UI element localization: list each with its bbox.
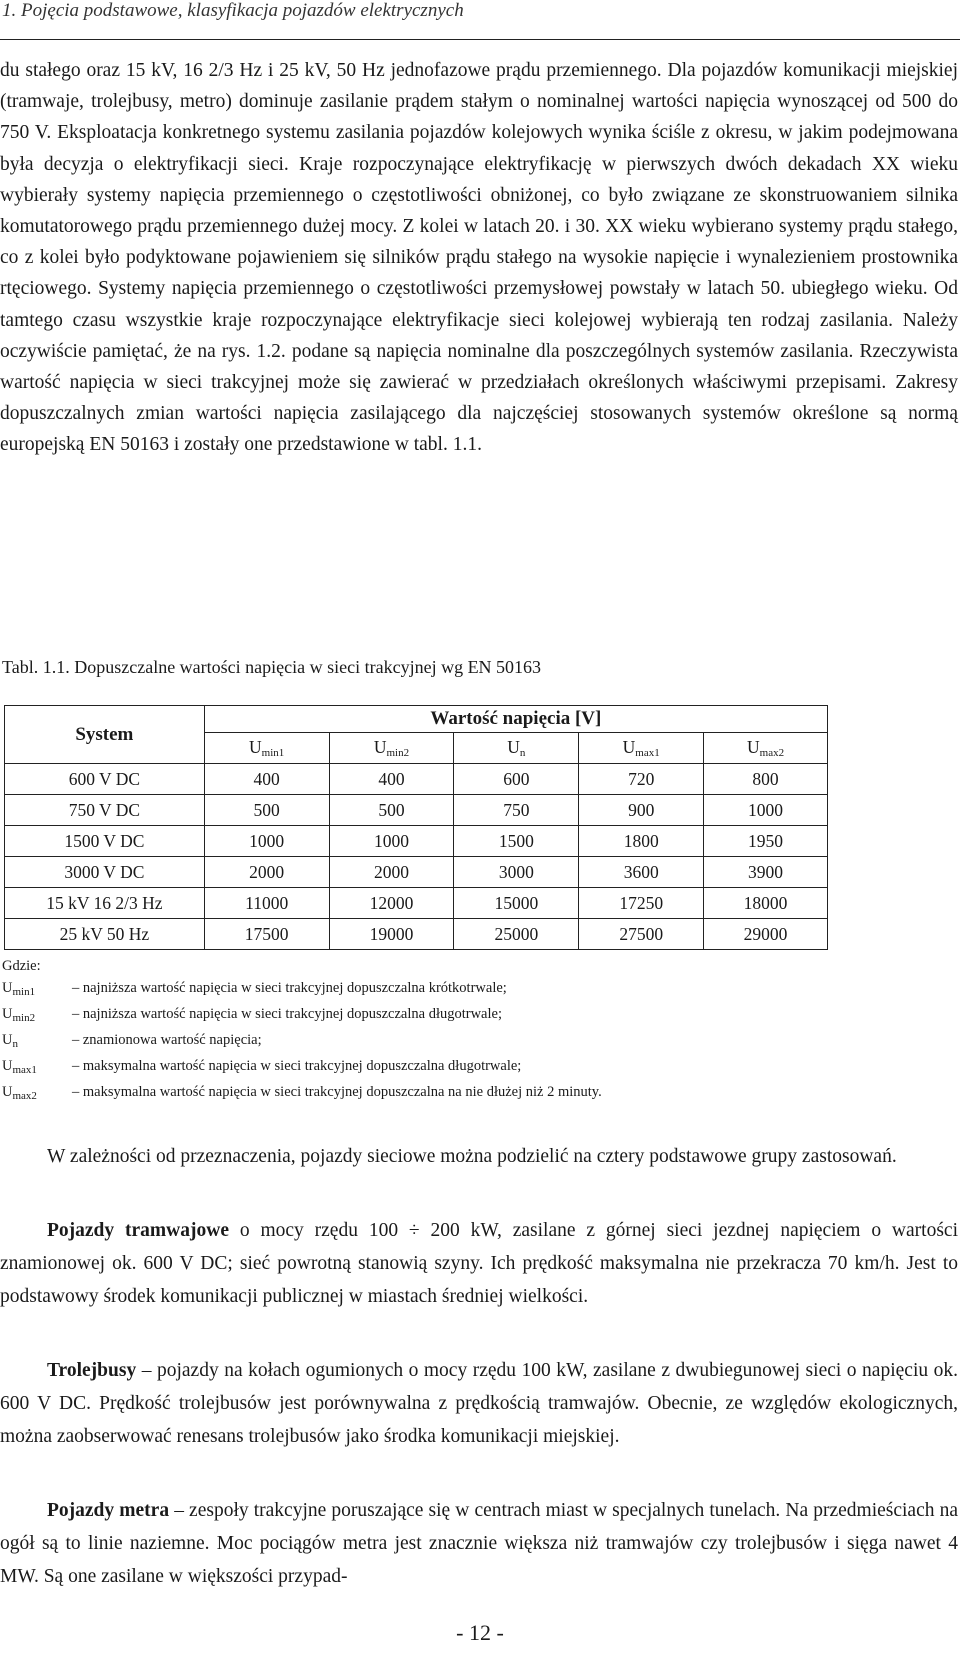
intro-paragraph: du stałego oraz 15 kV, 16 2/3 Hz i 25 kV, 50 Hz jednofazowe prądu przemiennego. Dla pojazdów komunikacji miejskiej (tramwaje, trolejbusy, metro) dominuje zasilanie prądem stałym o nominalnej wartości napięcia wynoszącej od 500 do 750 V. Eksploatacja konkretnego systemu zasilania pojazdów kolejowych wynika ściśle z okresu, w jakim podejmowana była decyzja o elektryfikacji sieci. Kraje rozpoczynające elektryfikację w pierwszych dwóch dekadach XX wieku wybierały systemy napięcia przemiennego o częstotliwości obniżonej, co było związane ze skonstruowaniem silnika komutatorowego prądu przemiennego dużej mocy. Z kolei w latach 20. i 30. XX wieku wybierano systemy prądu stałego, co z kolei było podyktowane pojawieniem się silników prądu stałego na wysokie napięcie i wynalezieniem prostownika rtęciowego. Systemy napięcia przemiennego o częstotliwości przemysłowej powstały w latach 50. ubiegłego wieku. Od tamtego czasu wszystkie kraje rozpoczynające elektryfikacje sieci kolejowej wybierają ten rodzaj zasilania. Należy oczywiście pamiętać, że na rys. 1.2. podane są napięcia nominalne dla poszczególnych systemów zasilania. Rzeczywista wartość napięcia w sieci trakcyjnej może się zawierać w przedziałach określonych właściwymi przepisami. Zakresy dopuszczalnych zmian wartości napięcia zasilającego dla najczęściej stosowanych systemów określone są normą europejską EN 50163 i zostały one przedstawione w tabl. 1.1. (0, 60, 958, 456)
legend-symbol: $U_{max1}$ (2, 1058, 37, 1076)
value-cell: 1800 (579, 826, 704, 857)
value-cell: 900 (579, 795, 704, 826)
legend-item (2, 1003, 602, 1029)
value-cell: 720 (579, 764, 704, 795)
table-caption: Tabl. 1.1. Dopuszczalne wartości napięcia w sieci trakcyjnej wg EN 50163 (2, 657, 542, 677)
value-cell: 400 (329, 764, 454, 795)
paragraph-trolleybuses: Trolejbusy – pojazdy na kołach ogumionych o mocy rzędu 100 kW, zasilane z dwubiegunowej sieci o napięciu ok. 600 V DC. Prędkość trolejbusów jest porównywalna z prędkością tramwajów. Obecnie, ze względów ekologicznych, można zaobserwować renesans trolejbusów jako środka komunikacji miejskiej. (0, 1360, 958, 1447)
legend-item (2, 1055, 602, 1081)
value-cell: 29000 (704, 919, 828, 950)
header-value: Wartość napięcia [V] (204, 706, 827, 733)
value-cell: 600 (454, 764, 579, 795)
table-row (5, 826, 828, 857)
legend-description: – znamionowa wartość napięcia; (72, 1032, 262, 1048)
value-cell: 500 (204, 795, 329, 826)
value-cell: 3000 (454, 857, 579, 888)
term-metro: Pojazdy metra (47, 1500, 170, 1521)
paragraph-metro: Pojazdy metra – zespoły trakcyjne poruszające się w centrach miast w specjalnych tunelach. Na przedmieściach na ogół są to linie naziemne. Moc pociągów metra jest znacznie większa niż tramwajów czy trolejbusów i sięga nawet 4 MW. Są one zasilane w większości przypad- (0, 1500, 959, 1587)
running-header (0, 0, 960, 40)
paragraph-groups: W zależności od przeznaczenia, pojazdy sieciowe można podzielić na cztery podstawowe grupy zastosowań. (47, 1146, 897, 1167)
header-system: System (5, 706, 205, 764)
legend-item (2, 1081, 602, 1107)
value-cell: 750 (454, 795, 579, 826)
value-cell: 400 (204, 764, 329, 795)
value-cell: 25000 (454, 919, 579, 950)
value-cell: 1000 (329, 826, 454, 857)
table-row (5, 888, 828, 919)
legend-description: – najniższa wartość napięcia w sieci trakcyjnej dopuszczalna długotrwale; (72, 1006, 502, 1022)
system-cell: 25 kV 50 Hz (5, 919, 205, 950)
header-title: 1. Pojęcia podstawowe, klasyfikacja pojazdów elektrycznych (2, 0, 464, 21)
value-cell: 27500 (579, 919, 704, 950)
system-cell: 600 V DC (5, 764, 205, 795)
value-cell: 12000 (329, 888, 454, 919)
system-cell: 15 kV 16 2/3 Hz (5, 888, 205, 919)
value-cell: 800 (704, 764, 828, 795)
legend-symbol: $U_n$ (2, 1032, 18, 1050)
table-row (5, 795, 828, 826)
legend-description: – najniższa wartość napięcia w sieci trakcyjnej dopuszczalna krótkotrwale; (72, 980, 507, 996)
term-trolleybuses: Trolejbusy (47, 1360, 137, 1381)
system-cell: 3000 V DC (5, 857, 205, 888)
page-number: - 12 - (456, 1620, 504, 1645)
value-cell: 17250 (579, 888, 704, 919)
col-header: $U_n$ (454, 733, 579, 764)
legend-item (2, 1029, 602, 1055)
col-header: $U_{min1}$ (204, 733, 329, 764)
col-header: $U_{min2}$ (329, 733, 454, 764)
table-row (5, 919, 828, 950)
col-header: $U_{max2}$ (704, 733, 828, 764)
value-cell: 1500 (454, 826, 579, 857)
system-cell: 1500 V DC (5, 826, 205, 857)
value-cell: 11000 (204, 888, 329, 919)
voltage-table (4, 705, 828, 950)
value-cell: 1950 (704, 826, 828, 857)
term-trams: Pojazdy tramwajowe (47, 1220, 229, 1241)
legend-symbol: $U_{min2}$ (2, 1006, 36, 1024)
value-cell: 18000 (704, 888, 828, 919)
value-cell: 3600 (579, 857, 704, 888)
table-row (5, 857, 828, 888)
value-cell: 1000 (204, 826, 329, 857)
col-header: $U_{max1}$ (579, 733, 704, 764)
legend-title: Gdzie: (2, 958, 41, 974)
value-cell: 3900 (704, 857, 828, 888)
value-cell: 2000 (204, 857, 329, 888)
value-cell: 2000 (329, 857, 454, 888)
table-row (5, 764, 828, 795)
paragraph-trams: Pojazdy tramwajowe o mocy rzędu 100 ÷ 200 kW, zasilane z górnej sieci jezdnej napięciem o wartości znamionowej ok. 600 V DC; sieć powrotną stanowią szyny. Ich prędkość maksymalna nie przekracza 70 km/h. Jest to podstawowy środek komunikacji publicznej w miastach średniej wielkości. (0, 1220, 958, 1307)
value-cell: 15000 (454, 888, 579, 919)
table-legend (2, 955, 602, 1107)
value-cell: 19000 (329, 919, 454, 950)
value-cell: 500 (329, 795, 454, 826)
value-cell: 1000 (704, 795, 828, 826)
legend-symbol: $U_{min1}$ (2, 980, 36, 998)
legend-symbol: $U_{max2}$ (2, 1084, 37, 1102)
table-header-row (5, 706, 828, 733)
legend-item (2, 977, 602, 1003)
value-cell: 17500 (204, 919, 329, 950)
legend-description: – maksymalna wartość napięcia w sieci trakcyjnej dopuszczalna na nie dłużej niż 2 minuty. (72, 1084, 602, 1100)
legend-description: – maksymalna wartość napięcia w sieci trakcyjnej dopuszczalna długotrwale; (72, 1058, 522, 1074)
system-cell: 750 V DC (5, 795, 205, 826)
